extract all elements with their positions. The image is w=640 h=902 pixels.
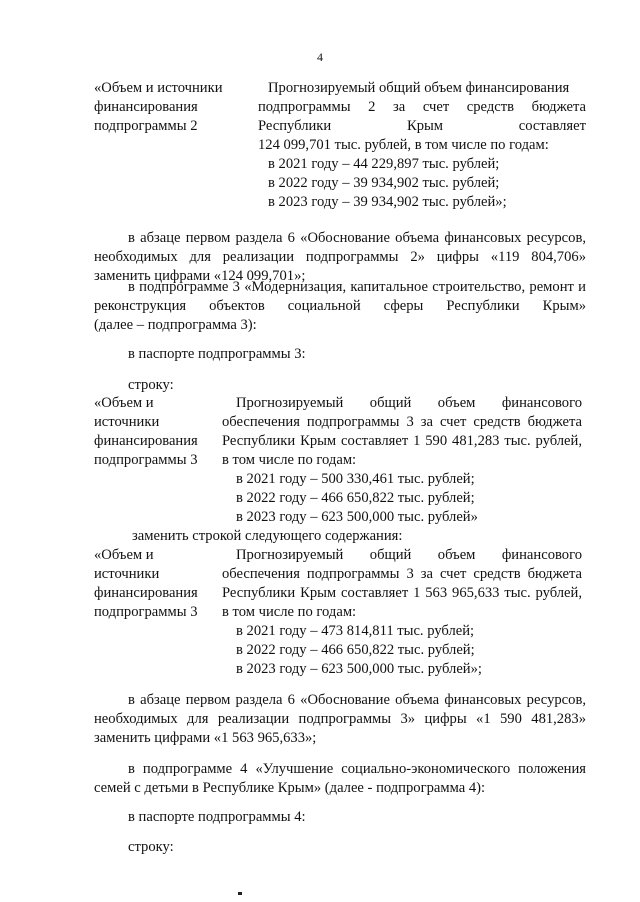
row-label-line: финансирования bbox=[94, 585, 198, 601]
scan-mark bbox=[238, 892, 242, 895]
row-text-line: Прогнозируемый общий объем финансового bbox=[236, 547, 582, 563]
year-amount-2023: в 2023 году – 39 934,902 тыс. рублей»; bbox=[268, 194, 507, 210]
row-text-line: Прогнозируемый общий объем финансового bbox=[236, 395, 582, 411]
row-label-line: источники bbox=[94, 566, 160, 582]
row-text-line: Республики Крым составляет 1 563 965,633 тыс. рублей, bbox=[222, 585, 582, 601]
row-text-line: Прогнозируемый общий объем финансирования bbox=[268, 80, 570, 96]
row-text-line: Республики Крым составляет 1 590 481,283 тыс. рублей, bbox=[222, 433, 582, 449]
row-label-subprogram-3 bbox=[94, 546, 198, 622]
paragraph-line: семей с детьми в Республике Крым» (далее - подпрограмма 4): bbox=[94, 780, 486, 796]
paragraph-line: реконструкция объектов социальной сферы Республики Крым» bbox=[94, 298, 586, 314]
passport-subprogram-4-label: в паспорте подпрограммы 4: bbox=[128, 809, 306, 825]
paragraph-line: необходимых для реализации подпрограммы 2» цифры «119 804,706» bbox=[94, 249, 586, 265]
row-label-subprogram-2 bbox=[94, 79, 223, 136]
row-label-line: финансирования bbox=[94, 433, 198, 449]
row-text-line: обеспечения подпрограммы 3 за счет средств бюджета bbox=[222, 414, 582, 430]
row-text-line: 124 099,701 тыс. рублей, в том числе по годам: bbox=[258, 137, 549, 153]
row-label-line: «Объем и источники bbox=[94, 80, 223, 96]
row-text-line: обеспечения подпрограммы 3 за счет средств бюджета bbox=[222, 566, 582, 582]
paragraph-line: необходимых для реализации подпрограммы 3» цифры «1 590 481,283» bbox=[94, 711, 586, 727]
paragraph-line: в абзаце первом раздела 6 «Обоснование объема финансовых ресурсов, bbox=[128, 230, 586, 246]
string-label: строку: bbox=[128, 839, 174, 855]
paragraph-line: в подпрограмме 4 «Улучшение социально-экономического положения bbox=[128, 761, 586, 777]
row-label-line: подпрограммы 3 bbox=[94, 452, 198, 468]
row-label-line: «Объем и bbox=[94, 547, 154, 563]
paragraph-line: заменить цифрами «124 099,701»; bbox=[94, 268, 306, 284]
year-amount-2023: в 2023 году – 623 500,000 тыс. рублей» bbox=[236, 509, 478, 525]
paragraph-line: заменить цифрами «1 563 965,633»; bbox=[94, 730, 317, 746]
year-amount-2022: в 2022 году – 39 934,902 тыс. рублей; bbox=[268, 175, 500, 191]
row-label-line: «Объем и bbox=[94, 395, 154, 411]
paragraph-line: (далее – подпрограмма 3): bbox=[94, 317, 257, 333]
row-text-line: в том числе по годам: bbox=[222, 452, 357, 468]
row-text-line: в том числе по годам: bbox=[222, 604, 357, 620]
replace-line-label: заменить строкой следующего содержания: bbox=[132, 528, 403, 544]
row-label-line: финансирования bbox=[94, 99, 198, 115]
string-label: строку: bbox=[128, 377, 174, 393]
row-label-line: подпрограммы 2 bbox=[94, 118, 198, 134]
row-text-line: подпрограммы 2 за счет средств бюджета bbox=[258, 99, 586, 115]
row-text-line: Республики Крым составляет bbox=[258, 118, 586, 134]
paragraph-line: в абзаце первом раздела 6 «Обоснование объема финансовых ресурсов, bbox=[128, 692, 586, 708]
row-label-line: источники bbox=[94, 414, 160, 430]
year-amount-2022: в 2022 году – 466 650,822 тыс. рублей; bbox=[236, 490, 475, 506]
year-amount-2022: в 2022 году – 466 650,822 тыс. рублей; bbox=[236, 642, 475, 658]
paragraph-line: в подпрограмме 3 «Модернизация, капитальное строительство, ремонт и bbox=[128, 279, 586, 295]
page-number: 4 bbox=[317, 50, 323, 64]
year-amount-2021: в 2021 году – 44 229,897 тыс. рублей; bbox=[268, 156, 500, 172]
row-label-line: подпрограммы 3 bbox=[94, 604, 198, 620]
year-amount-2021: в 2021 году – 473 814,811 тыс. рублей; bbox=[236, 623, 475, 639]
row-label-subprogram-3 bbox=[94, 394, 198, 470]
year-amount-2021: в 2021 году – 500 330,461 тыс. рублей; bbox=[236, 471, 475, 487]
passport-subprogram-3-label: в паспорте подпрограммы 3: bbox=[128, 346, 306, 362]
year-amount-2023: в 2023 году – 623 500,000 тыс. рублей»; bbox=[236, 661, 482, 677]
